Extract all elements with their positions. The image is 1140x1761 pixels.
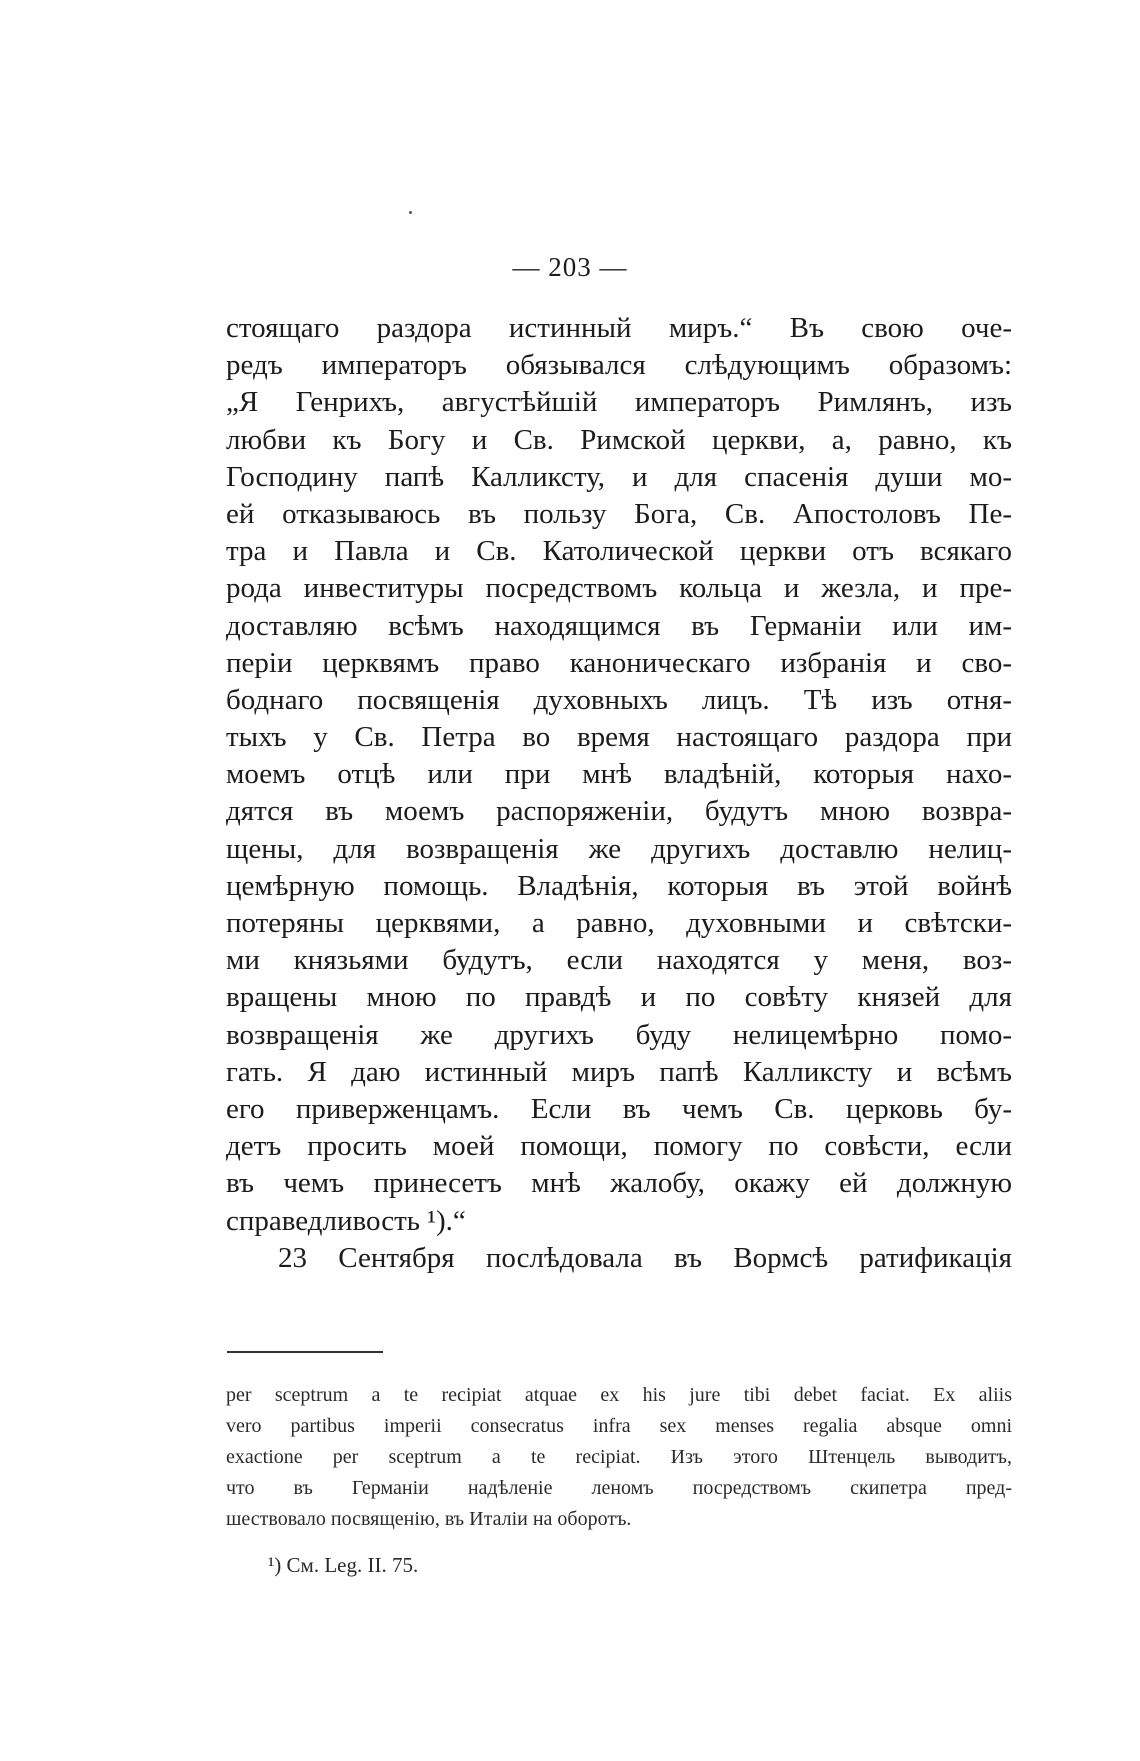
text-line: въ чемъ принесетъ мнѣ жалобу, окажу ей должную — [226, 1167, 1012, 1200]
text-line: „Я Генрихъ, августѣйшій императоръ Римлянъ, изъ — [226, 386, 1012, 419]
text-line: стоящаго раздора истинный миръ.“ Въ свою оче- — [226, 312, 1012, 344]
page-number: — 203 — — [512, 252, 628, 282]
footnote-line: что въ Германіи надѣленіе леномъ посредствомъ скипетра пред- — [226, 1477, 1012, 1499]
text-line: его приверженцамъ. Если въ чемъ Св. церковь бу- — [226, 1092, 1012, 1125]
text-line: Господину папѣ Калликсту, и для спасенія души мо- — [226, 460, 1012, 493]
text-line: цемѣрную помощь. Владѣнія, которыя въ этой войнѣ — [226, 869, 1012, 902]
text-line: доставляю всѣмъ находящимся въ Германіи или им- — [226, 609, 1012, 642]
text-line-paragraph-start: 23 Сентября послѣдовала въ Вормсѣ ратификація — [278, 1241, 1012, 1274]
text-line: тра и Павла и Св. Католической церкви отъ всякаго — [226, 535, 1012, 568]
text-line: тыхъ у Св. Петра во время настоящаго раздора при — [226, 721, 1012, 754]
footnote-line: per sceptrum a te recipiat atquae ex his jure tibi debet faciat. Ex aliis — [226, 1384, 1012, 1406]
text-line: редъ императоръ обязывался слѣдующимъ образомъ: — [226, 349, 1012, 382]
text-line: детъ просить моей помощи, помогу по совѣсти, если — [226, 1130, 1012, 1163]
footnote-divider — [227, 1351, 383, 1353]
text-line: щены, для возвращенія же другихъ доставлю нелиц- — [226, 832, 1012, 865]
text-line: гать. Я даю истинный миръ папѣ Калликсту и всѣмъ — [226, 1055, 1012, 1088]
text-line: потеряны церквями, а равно, духовными и свѣтски- — [226, 907, 1012, 939]
main-text — [226, 310, 1012, 1277]
text-line: ми князьями будутъ, если находятся у меня, воз- — [226, 944, 1012, 977]
print-speck — [409, 211, 412, 214]
footnote-reference: ¹) См. Leg. II. 75. — [268, 1553, 419, 1577]
text-line: ей отказываюсь въ пользу Бога, Св. Апостоловъ Пе- — [226, 497, 1012, 530]
text-line: моемъ отцѣ или при мнѣ владѣній, которыя нахо- — [226, 758, 1012, 791]
text-line-paragraph-end: справедливость ¹).“ — [226, 1204, 466, 1237]
text-line: любви къ Богу и Св. Римской церкви, а, равно, къ — [226, 423, 1012, 456]
footnote-line: exactione per sceptrum a te recipiat. Изъ этого Штенцель выводитъ, — [226, 1446, 1012, 1468]
text-line: дятся въ моемъ распоряженіи, будутъ мною возвра- — [226, 795, 1012, 828]
footnote-line: шествовало посвященію, въ Италіи на оборотъ. — [226, 1508, 632, 1530]
footnote-block — [226, 1380, 1012, 1535]
text-line: періи церквямъ право каноническаго избранія и сво- — [226, 646, 1012, 679]
text-line: рода инвеституры посредствомъ кольца и жезла, и пре- — [226, 572, 1012, 605]
footnote-line: vero partibus imperii consecratus infra sex menses regalia absque omni — [226, 1415, 1012, 1437]
text-line: боднаго посвященія духовныхъ лицъ. Тѣ изъ отня- — [226, 683, 1012, 716]
text-line: вращены мною по правдѣ и по совѣту князей для — [226, 981, 1012, 1014]
text-line: возвращенія же другихъ буду нелицемѣрно помо- — [226, 1018, 1012, 1051]
